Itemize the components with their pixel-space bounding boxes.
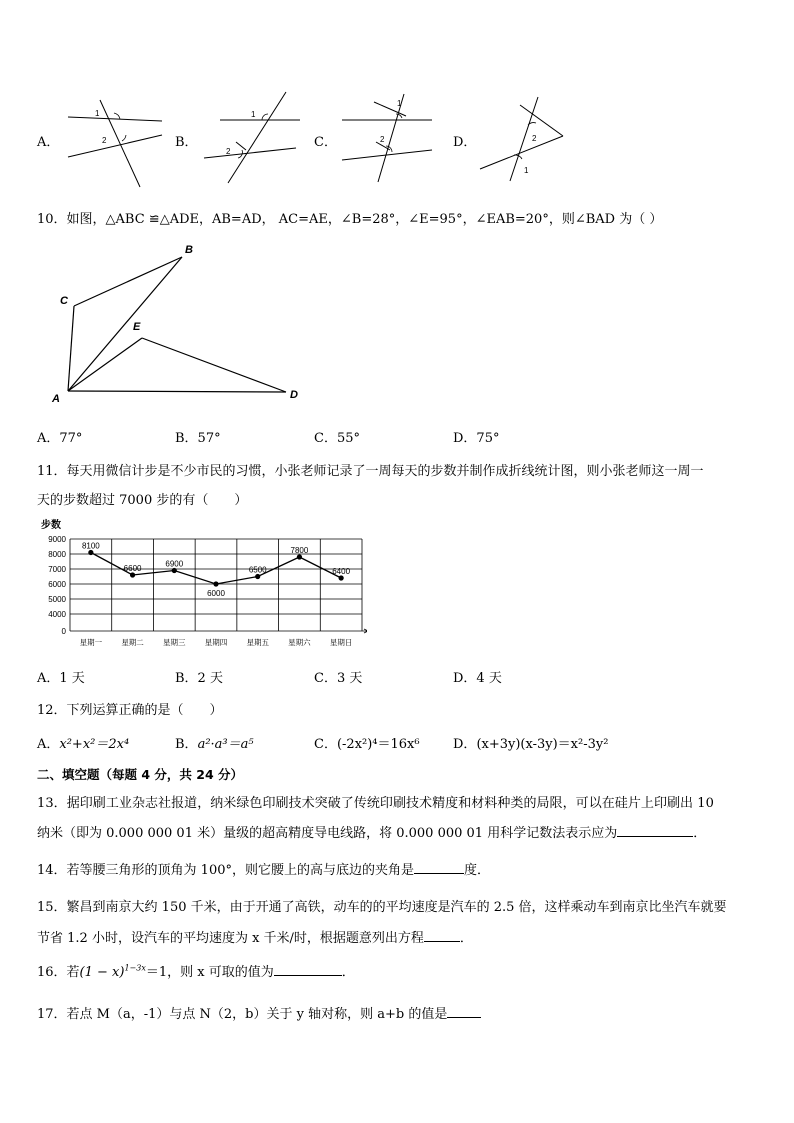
data-point xyxy=(297,554,302,559)
svg-text:2: 2 xyxy=(380,135,385,144)
x-tick-label: 星期二 xyxy=(121,638,144,647)
svg-text:2: 2 xyxy=(102,136,107,145)
data-point xyxy=(339,575,344,580)
q9-figure-d xyxy=(476,95,571,185)
data-label: 7800 xyxy=(290,546,309,555)
q11-option-c[interactable]: C．3 天 xyxy=(314,671,363,686)
q12-option-a[interactable]: A．x²+x²＝2x⁴ xyxy=(37,737,130,752)
section-2-title: 二、填空题（每题 4 分，共 24 分） xyxy=(37,767,244,782)
svg-text:1: 1 xyxy=(95,109,100,118)
q10-option-c[interactable]: C．55° xyxy=(314,431,360,446)
q17-answer-blank[interactable] xyxy=(447,1005,481,1018)
y-tick-label: 5000 xyxy=(48,595,66,604)
q9-option-a[interactable]: A． xyxy=(37,135,60,150)
svg-text:2: 2 xyxy=(532,134,537,143)
q16-line: 16．若$(1 - x)^{1-3x}=1$，则 x 可取的值为 ． xyxy=(37,963,355,980)
y-tick-label: 4000 xyxy=(48,610,66,619)
q9-figure-c xyxy=(336,92,436,184)
q15-line2: 节省 1.2 小时，设汽车的平均速度为 x 千米/时，根据题意列出方程 ． xyxy=(37,931,473,946)
data-label: 6600 xyxy=(123,564,142,573)
label-c: C xyxy=(60,295,68,307)
label-d: D xyxy=(290,389,298,401)
y-tick-label: 8000 xyxy=(48,550,66,559)
x-tick-label: 星期六 xyxy=(288,638,311,647)
data-point xyxy=(255,574,260,579)
x-axis-arrow xyxy=(362,629,367,633)
q11-option-a[interactable]: A．1 天 xyxy=(37,671,85,686)
q12-option-b[interactable]: B．a²·a³＝a⁵ xyxy=(175,737,254,752)
q10-triangle-figure xyxy=(48,238,308,408)
q13-line2: 纳米（即为 0.000 000 01 米）量级的超高精度导电线路，将 0.000 000 01 用科学记数法表示应为 ． xyxy=(37,826,707,841)
label-a: A xyxy=(52,393,60,405)
svg-text:1: 1 xyxy=(251,110,256,119)
steps-line-chart xyxy=(37,515,367,655)
q10-option-b[interactable]: B．57° xyxy=(175,431,221,446)
data-point xyxy=(172,568,177,573)
q12-option-d[interactable]: D．(x+3y)(x-3y)＝x²-3y² xyxy=(453,737,609,752)
y-tick-label: 7000 xyxy=(48,565,66,574)
q13-answer-blank[interactable] xyxy=(617,824,693,837)
data-point xyxy=(213,581,218,586)
q17-line: 17．若点 M（a，-1）与点 N（2，b）关于 y 轴对称，则 a+b 的值是 xyxy=(37,1003,481,1022)
label-e: E xyxy=(133,321,141,333)
q11-option-b[interactable]: B．2 天 xyxy=(175,671,223,686)
y-tick-label: 6000 xyxy=(48,580,66,589)
x-tick-label: 星期日 xyxy=(329,638,353,647)
q14-line: 14．若等腰三角形的顶角为 100°，则它腰上的高与底边的夹角是 度． xyxy=(37,863,491,878)
data-label: 6400 xyxy=(332,567,351,576)
x-tick-label: 星期一 xyxy=(79,638,103,647)
x-tick-label: 星期三 xyxy=(163,638,186,647)
q9-option-d[interactable]: D． xyxy=(453,135,477,150)
q15-answer-blank[interactable] xyxy=(424,929,460,942)
data-point xyxy=(88,550,93,555)
q12-text: 12．下列运算正确的是（ ） xyxy=(37,703,223,718)
svg-text:2: 2 xyxy=(226,147,231,156)
data-label: 6000 xyxy=(207,589,225,598)
q9-option-b[interactable]: B． xyxy=(175,135,198,150)
svg-text:1: 1 xyxy=(524,166,529,175)
data-point xyxy=(130,572,135,577)
q11-text-line2: 天的步数超过 7000 步的有（ ） xyxy=(37,493,248,508)
q12-option-c[interactable]: C．(-2x²)⁴＝16x⁶ xyxy=(314,737,420,752)
x-tick-label: 星期四 xyxy=(204,638,228,647)
data-label: 6500 xyxy=(248,565,267,575)
data-label: 6900 xyxy=(165,559,184,569)
y-tick-label: 0 xyxy=(61,627,66,636)
data-label: 8100 xyxy=(81,541,100,551)
q14-answer-blank[interactable] xyxy=(414,861,464,874)
q10-option-d[interactable]: D．75° xyxy=(453,431,500,446)
chart-title: 步数 xyxy=(41,520,61,531)
x-tick-label: 星期五 xyxy=(246,638,269,647)
q16-answer-blank[interactable] xyxy=(274,963,342,976)
q10-option-a[interactable]: A．77° xyxy=(37,431,83,446)
y-tick-label: 9000 xyxy=(48,535,66,544)
q10-text: 10．如图，△ABC ≌△ADE，AB=AD， AC=AE，∠B=28°，∠E=95°，∠EAB=20°，则∠BAD 为（ ） xyxy=(37,212,663,227)
q9-option-c[interactable]: C． xyxy=(314,135,337,150)
label-b: B xyxy=(185,244,193,256)
q15-text-line1: 15．繁昌到南京大约 150 千米，由于开通了高铁，动车的的平均速度是汽车的 2.5 倍，这样乘动车到南京比坐汽车就要 xyxy=(37,900,727,915)
q13-text-line1: 13．据印刷工业杂志社报道，纳米绿色印刷技术突破了传统印刷技术精度和材料种类的局限，可以在硅片上印刷出 10 xyxy=(37,796,714,811)
q11-text-line1: 11．每天用微信计步是不少市民的习惯，小张老师记录了一周每天的步数并制作成折线统计图，则小张老师这一周一 xyxy=(37,464,704,479)
q11-option-d[interactable]: D．4 天 xyxy=(453,671,502,686)
q9-figure-a xyxy=(60,95,170,190)
svg-text:1: 1 xyxy=(397,99,402,108)
q9-figure-b xyxy=(198,90,303,185)
